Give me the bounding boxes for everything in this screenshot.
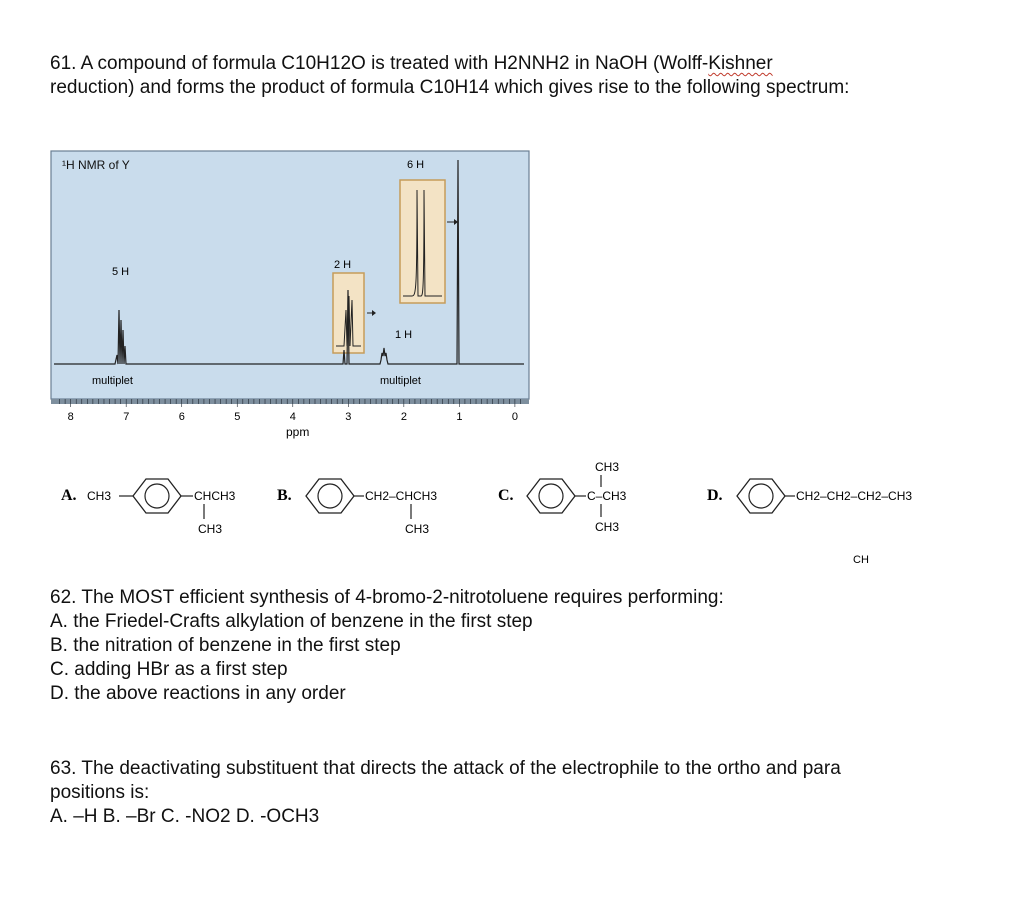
choice-c-mid: C–CH3 [587,489,627,503]
question-61-line2: reduction) and forms the product of formula C10H14 which gives rise to the following spectrum: [50,77,850,98]
tick-label: 4 [289,411,296,423]
axis-ruler [51,399,529,404]
answer-structures [55,455,965,565]
choice-a-chch3: CHCH3 [194,489,236,503]
choice-d-chain: CH2–CH2–CH2–CH3 [796,489,913,503]
choice-c [498,460,627,534]
label-6h: 6 H [407,159,425,171]
benzene-circle-b [318,484,342,508]
choice-c-letter: C. [498,487,514,504]
choice-d-letter: D. [707,487,723,504]
label-multiplet-aromatic: multiplet [92,375,133,387]
spellcheck-word[interactable]: Kishner [708,53,773,74]
label-2h: 2 H [334,259,352,271]
choice-b [277,479,437,536]
inset-6h [400,180,445,303]
choice-a [61,479,236,536]
spectrum-title: ¹H NMR of Y [62,158,130,172]
label-1h: 1 H [395,329,413,341]
tick-label: 2 [400,411,407,423]
axis-tick-labels [68,411,518,423]
question-63-answers: A. –H B. –Br C. -NO2 D. -OCH3 [50,806,320,827]
tick-label: 6 [178,411,185,423]
question-62-option: B. the nitration of benzene in the first step [50,635,401,656]
choice-a-ch3: CH3 [87,489,112,503]
question-61 [50,52,849,100]
label-multiplet-ch: multiplet [380,375,421,387]
question-61-line1: 61. A compound of formula C10H12O is treated with H2NNH2 in NaOH (Wolff-Kishner [50,53,773,74]
question-62-stem: 62. The MOST efficient synthesis of 4-bromo-2-nitrotoluene requires performing: [50,587,724,608]
tick-label: 8 [67,411,74,423]
question-63 [50,757,841,829]
choice-a-sub-ch3: CH3 [198,522,223,536]
benzene-circle-c [539,484,563,508]
question-62 [50,586,724,706]
benzene-circle-d [749,484,773,508]
axis-xlabel: ppm [286,425,310,439]
choice-a-letter: A. [61,487,77,504]
label-5h: 5 H [112,266,130,278]
tick-label: 1 [456,411,463,423]
tick-label: 0 [511,411,519,423]
question-63-line2: positions is: [50,782,150,803]
question-62-option: C. adding HBr as a first step [50,659,288,680]
tick-label: 5 [234,411,241,423]
choice-c-top-ch3: CH3 [595,460,620,474]
question-62-option: D. the above reactions in any order [50,683,346,704]
cut-off-fragment: CH [853,554,869,565]
choice-b-chain: CH2–CHCH3 [365,489,438,503]
benzene-circle-a [145,484,169,508]
question-63-line1: 63. The deactivating substituent that directs the attack of the electrophile to the ortho and para [50,758,841,779]
choice-b-letter: B. [277,487,292,504]
nmr-spectrum [50,150,530,445]
choice-b-sub-ch3: CH3 [405,522,430,536]
choice-d [707,479,912,513]
tick-label: 7 [123,411,130,423]
choice-c-bot-ch3: CH3 [595,520,620,534]
tick-label: 3 [345,411,352,423]
question-62-option: A. the Friedel-Crafts alkylation of benzene in the first step [50,611,533,632]
